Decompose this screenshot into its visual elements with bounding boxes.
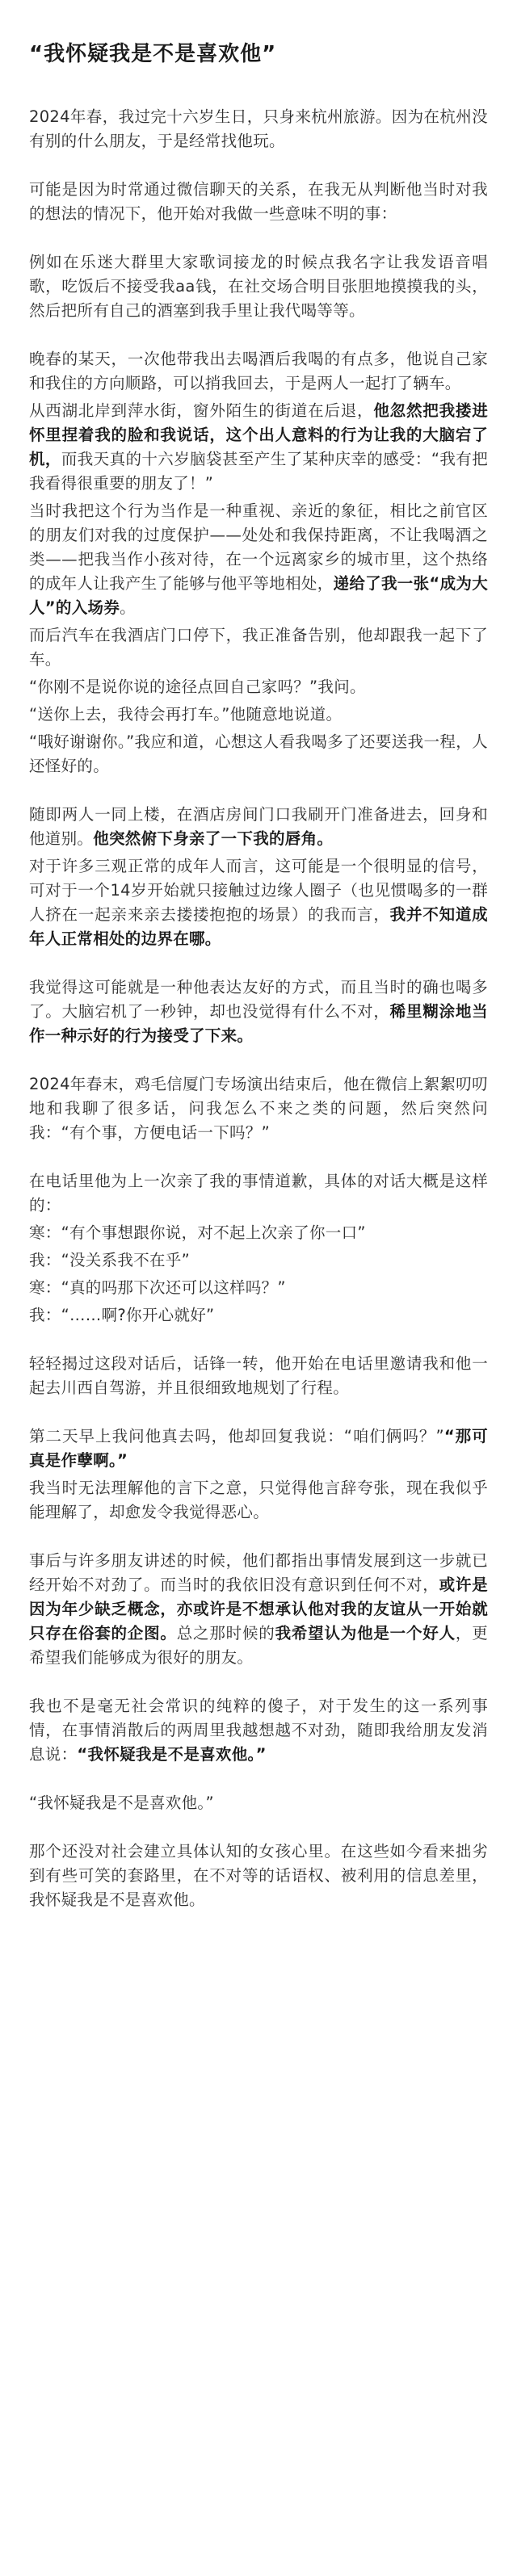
paragraph-text: 事后与许多朋友讲述的时候，他们都指出事情发展到这一步就已经开始不对劲了。而当时的我依旧没有意识到任何不对， bbox=[29, 1551, 488, 1594]
bold-text: 或许是因为年少缺乏概念，亦或许是不想承认他对我的友谊从一开始就只存在俗套的企图。 bbox=[29, 1575, 488, 1643]
paragraph-text: 2024年春，我过完十六岁生日，只身来杭州旅游。因为在杭州没有别的什么朋友，于是经常找他玩。 bbox=[29, 107, 488, 150]
paragraph-text: “哦好谢谢你。”我应和道，心想这人看我喝多了还要送我一程，人还怪好的。 bbox=[29, 732, 488, 775]
article-paragraph bbox=[29, 1072, 488, 1145]
paragraph-spacer bbox=[29, 153, 488, 178]
paragraph-text: 例如在乐迷大群里大家歌词接龙的时候点我名字让我发语音唱歌，吃饭后不接受我aa钱，在社交场合明目张胆地摸摸我的头，然后把所有自己的酒塞到我手里让我代喝等等。 bbox=[29, 253, 488, 320]
article-paragraph bbox=[29, 105, 488, 153]
article-body bbox=[29, 105, 488, 1912]
article-paragraph bbox=[29, 1476, 488, 1525]
paragraph-text: 。 bbox=[120, 598, 136, 617]
article-paragraph bbox=[29, 499, 488, 620]
paragraph-text: 在电话里他为上一次亲了我的事情道歉，具体的对话大概是这样的： bbox=[29, 1172, 488, 1215]
article-paragraph bbox=[29, 803, 488, 851]
paragraph-spacer bbox=[29, 951, 488, 975]
article-paragraph bbox=[29, 1221, 488, 1245]
article-paragraph bbox=[29, 399, 488, 496]
paragraph-text: 而我天真的十六岁脑袋甚至产生了某种庆幸的感受：“我有把我看得很重要的朋友了！” bbox=[29, 450, 488, 493]
article-paragraph bbox=[29, 1424, 488, 1473]
paragraph-text: 晚春的某天，一次他带我出去喝酒后我喝的有点多，他说自己家和我住的方向顺路，可以捎我回去，于是两人一起打了辆车。 bbox=[29, 350, 488, 392]
paragraph-text: 总之那时候的 bbox=[176, 1624, 275, 1643]
paragraph-text: 寒：“有个事想跟你说，对不起上次亲了你一口” bbox=[29, 1223, 366, 1242]
paragraph-spacer bbox=[29, 1525, 488, 1549]
article-paragraph bbox=[29, 1352, 488, 1400]
paragraph-text: 当时我把这个行为当作是一种重视、亲近的象征，相比之前官区的朋友们对我的过度保护——处处和我保持距离，不让我喝酒之类——把我当作小孩对待，在一个远离家乡的城市里，这个热络的成年人让我产生了能够与他平等地相处， bbox=[29, 501, 488, 593]
article-paragraph bbox=[29, 178, 488, 226]
bold-text: 我希望认为他是一个好人 bbox=[275, 1624, 456, 1643]
article-paragraph bbox=[29, 975, 488, 1048]
paragraph-spacer bbox=[29, 1145, 488, 1169]
paragraph-spacer bbox=[29, 1400, 488, 1424]
paragraph-text: 从西湖北岸到萍水街，窗外陌生的街道在后退， bbox=[29, 401, 374, 420]
paragraph-text: 我当时无法理解他的言下之意，只觉得他言辞夸张，现在我似乎能理解了，却愈发令我觉得恶心。 bbox=[29, 1479, 488, 1521]
article-paragraph bbox=[29, 1169, 488, 1218]
paragraph-spacer bbox=[29, 1328, 488, 1352]
paragraph-text: 第二天早上我问他真去吗，他却回复我说：“咱们俩吗？” bbox=[29, 1427, 444, 1445]
article-paragraph bbox=[29, 1791, 488, 1815]
article-paragraph bbox=[29, 1248, 488, 1273]
paragraph-spacer bbox=[29, 323, 488, 347]
article-paragraph bbox=[29, 1694, 488, 1767]
paragraph-spacer bbox=[29, 778, 488, 803]
article-paragraph bbox=[29, 250, 488, 323]
paragraph-text: 我也不是毫无社会常识的纯粹的傻子，对于发生的这一系列事情，在事情消散后的两周里我越想越不对劲，随即我给朋友发消息说： bbox=[29, 1697, 488, 1764]
paragraph-text: 那个还没对社会建立具体认知的女孩心里。在这些如今看来拙劣到有些可笑的套路里，在不对等的话语权、被利用的信息差里，我怀疑我是不是喜欢他。 bbox=[29, 1842, 488, 1909]
paragraph-text: “我怀疑我是不是喜欢他。” bbox=[29, 1794, 214, 1812]
paragraph-text: 我觉得这可能就是一种他表达友好的方式，而且当时的确也喝多了。大脑宕机了一秒钟，却也没觉得有什么不对， bbox=[29, 978, 488, 1021]
paragraph-text: 我：“没关系我不在乎” bbox=[29, 1251, 191, 1269]
article-paragraph bbox=[29, 675, 488, 699]
article-paragraph bbox=[29, 703, 488, 727]
paragraph-text: 我：“……啊?你开心就好” bbox=[29, 1306, 215, 1324]
article-paragraph bbox=[29, 347, 488, 396]
bold-text: 我并不知道成年人正常相处的边界在哪。 bbox=[29, 905, 488, 948]
bold-text: “我怀疑我是不是喜欢他。” bbox=[77, 1745, 267, 1764]
paragraph-text: 寒：“真的吗那下次还可以这样吗？” bbox=[29, 1278, 286, 1297]
paragraph-spacer bbox=[29, 1815, 488, 1840]
article-paragraph bbox=[29, 623, 488, 672]
article-paragraph bbox=[29, 1276, 488, 1300]
paragraph-spacer bbox=[29, 226, 488, 250]
paragraph-text: “送你上去，我待会再打车。”他随意地说道。 bbox=[29, 705, 343, 724]
bold-text: 递给了我一张“成为大人”的入场券 bbox=[29, 574, 488, 617]
article-paragraph bbox=[29, 1303, 488, 1328]
bold-text: “那可真是作孽啊。” bbox=[29, 1427, 488, 1470]
article-paragraph bbox=[29, 1549, 488, 1670]
paragraph-text: 可能是因为时常通过微信聊天的关系，在我无从判断他当时对我的想法的情况下，他开始对我做一些意味不明的事： bbox=[29, 180, 488, 223]
paragraph-text: 2024年春末，鸡毛信厦门专场演出结束后，他在微信上絮絮叨叨地和我聊了很多话，问我怎么不来之类的问题，然后突然问我：“有个事，方便电话一下吗？” bbox=[29, 1075, 488, 1142]
article-paragraph bbox=[29, 1840, 488, 1912]
paragraph-text: 而后汽车在我酒店门口停下，我正准备告别，他却跟我一起下了车。 bbox=[29, 626, 488, 669]
bold-text: 他忽然把我搂进怀里捏着我的脸和我说话，这个出人意料的行为让我的大脑宕了机， bbox=[29, 401, 488, 468]
bold-text: 稀里糊涂地当作一种示好的行为接受了下来。 bbox=[29, 1002, 488, 1045]
article-title: “我怀疑我是不是喜欢他” bbox=[29, 42, 277, 66]
article-paragraph bbox=[29, 854, 488, 951]
paragraph-spacer bbox=[29, 1048, 488, 1072]
article-paragraph bbox=[29, 730, 488, 778]
paragraph-text: “你刚不是说你说的途径点回自己家吗？”我问。 bbox=[29, 678, 366, 696]
paragraph-text: 对于许多三观正常的成年人而言，这可能是一个很明显的信号，可对于一个14岁开始就只接触过边缘人圈子（也见惯喝多的一群人挤在一起亲来亲去搂搂抱抱的场景）的我而言， bbox=[29, 857, 488, 924]
paragraph-spacer bbox=[29, 1767, 488, 1791]
paragraph-text: 随即两人一同上楼，在酒店房间门口我刷开门准备进去，回身和他道别。 bbox=[29, 805, 488, 848]
bold-text: 他突然俯下身亲了一下我的唇角。 bbox=[93, 829, 334, 848]
paragraph-spacer bbox=[29, 1670, 488, 1694]
paragraph-text: 轻轻揭过这段对话后，话锋一转，他开始在电话里邀请我和他一起去川西自驾游，并且很细致地规划了行程。 bbox=[29, 1354, 488, 1397]
paragraph-text: ，更希望我们能够成为很好的朋友。 bbox=[29, 1624, 488, 1667]
